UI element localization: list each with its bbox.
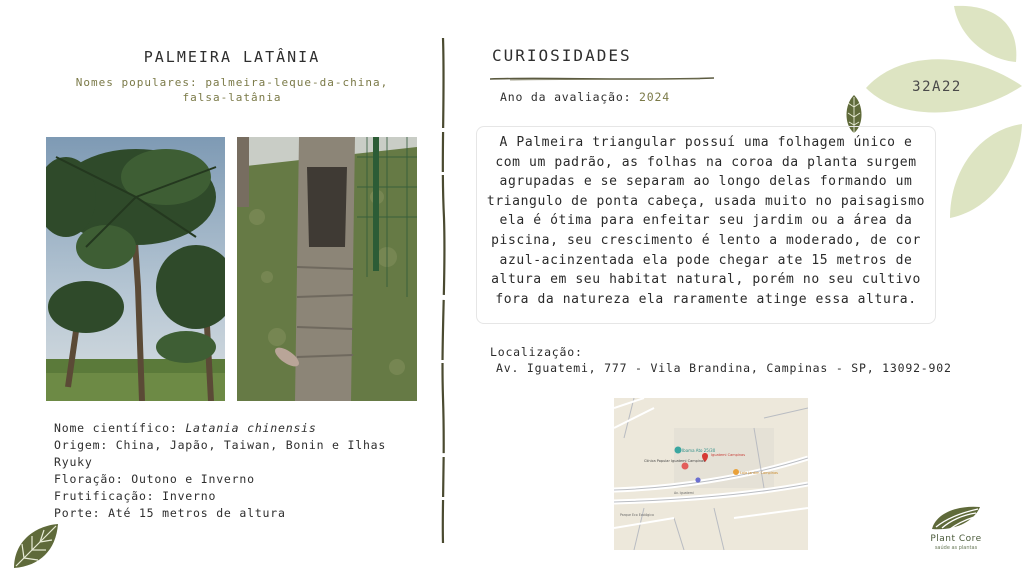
map-label: Parque Eco Ecológico [620,513,654,517]
map-label: Av. Iguatemi [674,491,694,495]
curiosities-title: CURIOSIDADES [492,46,632,65]
map-label: Clínica Popular Iguatemi Campinas [644,459,706,463]
map-pin-icon[interactable] [675,447,682,454]
palm-canopy-photo [46,137,225,401]
description-box: A Palmeira triangular possuí uma folhagem único e com um padrão, as folhas na coroa da planta surgem agrupadas e se separam ao longo delas formando um triangulo de ponta cabeça, usada muito no paisagismo ela é ótima para enfeitar seu jardim ou a área da piscina, seu crescimento é lento a moderado, de cor azul-acinzentada ela pode chegar ate 15 metros de altura em seu habitat natural, porém no seu cultivo fora da natureza ela raramente atinge essa altura. [476,126,936,324]
origin: Origem: China, Japão, Taiwan, Bonin e Ilhas Ryuky [54,438,387,469]
scientific-name-value: Latania chinensis [185,421,317,435]
title-underline [490,67,714,73]
location-map[interactable] [614,398,808,550]
map-pin-icon[interactable] [682,463,689,470]
location-label: Localização: [490,345,583,359]
popular-names-label: Nomes populares: [75,76,206,89]
brand-name: Plant Core [930,534,982,544]
decorative-leaves [860,0,1024,230]
column-divider [436,38,450,543]
plant-size: Porte: Até 15 metros de altura [54,506,286,520]
popular-names [50,75,414,105]
evaluation-year-value: 2024 [639,90,670,104]
popular-names-value: palmeira-leque-da-china, falsa-latânia [182,76,389,104]
scientific-name [54,420,414,437]
fruiting: Frutificação: Inverno [54,489,217,503]
plant-title: PALMEIRA LATÂNIA [143,48,321,66]
brand-tagline: saúde as plantas [934,545,978,551]
evaluation-year [500,90,670,104]
map-pin-icon[interactable] [733,469,739,475]
scientific-name-label: Nome científico: [54,421,186,435]
location-address: Av. Iguatemi, 777 - Vila Brandina, Campinas - SP, 13092-902 [496,361,952,375]
leaf-icon [10,522,62,572]
plant-info-list [54,420,414,522]
plant-code: 32A22 [912,79,962,95]
evaluation-year-label: Ano da avaliação: [500,90,640,104]
map-label: Ibama Ato 25/30 [682,448,716,453]
map-label: Iguatemi Campinas [711,453,746,457]
map-label: Loja Jardim Campinas [740,471,778,475]
brand-logo-icon [930,503,982,533]
flowering: Floração: Outono e Inverno [54,472,255,486]
palm-trunk-photo [237,137,417,401]
map-pin-icon[interactable] [695,477,700,482]
